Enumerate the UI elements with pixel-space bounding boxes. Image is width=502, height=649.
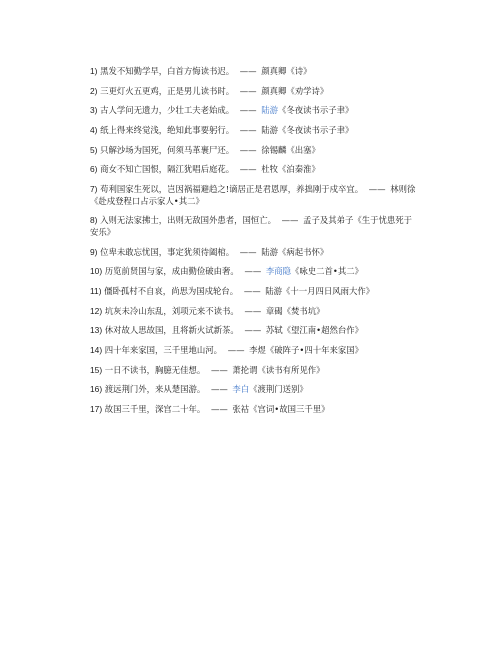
author-name: 杜牧: [261, 164, 278, 175]
work-title: 《咏史二首•其二》: [291, 266, 363, 277]
quote-number: 10): [90, 266, 103, 277]
quote-number: 16): [90, 384, 103, 395]
attribution-dash: ——: [239, 85, 257, 96]
quote-line: [90, 365, 420, 377]
work-title: 《冬夜读书示子聿》: [277, 105, 354, 116]
attribution-dash: ——: [239, 105, 257, 116]
quote-number: 17): [90, 404, 103, 414]
attribution-dash: ——: [210, 404, 228, 414]
work-title: 《病起书怀》: [277, 246, 329, 257]
attribution-dash: ——: [244, 266, 262, 277]
quote-text: 古人学问无遗力，少壮工夫老始成。: [100, 105, 235, 116]
author-name: 陆游: [261, 125, 278, 136]
work-title: 《赴戍登程口占示家人•其二》: [90, 195, 204, 206]
work-title: 《泊秦淮》: [277, 164, 320, 175]
quote-number: 5): [90, 144, 98, 155]
quote-text: 三更灯火五更鸡，正是男儿读书时。: [100, 85, 235, 96]
attribution-dash: ——: [281, 215, 299, 226]
quote-line: [90, 125, 420, 137]
quote-text: 历览前贤国与家，成由勤俭破由奢。: [104, 266, 239, 277]
quote-line: [90, 384, 420, 396]
document-page: [90, 66, 420, 424]
author-name: 章碣: [265, 305, 283, 316]
author-name: 孟子及其弟子: [303, 215, 354, 226]
author-name: 陆游: [265, 285, 282, 296]
author-link[interactable]: 李白: [232, 384, 250, 395]
quote-text: 休对故人思故国，且将新火试新茶。: [104, 325, 239, 336]
attribution-dash: ——: [243, 285, 261, 296]
quote-number: 2): [90, 85, 98, 96]
work-title: 《诗》: [286, 66, 312, 76]
quote-line: [90, 306, 420, 318]
quote-line: [90, 105, 420, 117]
quote-text: 故国三千里，深宫二十年。: [104, 404, 206, 414]
work-title: 《生于忧患死于安乐》: [90, 215, 412, 237]
attribution-dash: ——: [239, 66, 257, 76]
quote-number: 13): [90, 325, 103, 336]
author-link[interactable]: 李商隐: [265, 266, 291, 277]
work-title: 《十一月四日风雨大作》: [282, 285, 375, 296]
work-title: 《焚书坑》: [282, 305, 325, 316]
work-title: 《望江南•超然台作》: [282, 325, 363, 336]
quote-line: [90, 266, 420, 278]
quote-line: [90, 184, 420, 207]
quote-text: 苟利国家生死以，岂因祸福避趋之!谪居正是君恩厚，养拙刚于戍卒宜。: [100, 184, 364, 195]
quote-line: [90, 247, 420, 259]
quote-text: 坑灰未冷山东乱，刘项元来不读书。: [104, 305, 239, 316]
quote-text: 入则无法家拂士，出则无敌国外患者，国恒亡。: [100, 215, 276, 226]
attribution-dash: ——: [244, 305, 262, 316]
quote-number: 11): [90, 285, 102, 296]
author-name: 张祜: [232, 404, 250, 414]
quote-number: 9): [90, 246, 98, 257]
quote-text: 位卑未敢忘忧国，事定犹须待阖棺。: [100, 246, 235, 257]
attribution-dash: ——: [239, 144, 257, 155]
author-name: 李煜: [249, 344, 266, 355]
work-title: 《破阵子•四十年来家国》: [265, 344, 363, 355]
quote-text: 纸上得来终觉浅，绝知此事要躬行。: [100, 125, 235, 136]
quote-line: [90, 66, 420, 78]
quote-number: 6): [90, 164, 98, 175]
quote-text: 一日不读书，胸臆无佳想。: [104, 364, 206, 375]
attribution-dash: ——: [210, 364, 228, 375]
quote-text: 商女不知亡国恨，隔江犹唱后庭花。: [100, 164, 235, 175]
quote-number: 15): [90, 364, 103, 375]
quote-line: [90, 345, 420, 357]
quote-text: 只解沙场为国死，何须马革裹尸还。: [100, 144, 235, 155]
attribution-dash: ——: [244, 325, 262, 336]
quote-text: 渡远荆门外，来从楚国游。: [104, 384, 206, 395]
attribution-dash: ——: [210, 384, 228, 395]
quote-number: 12): [90, 305, 103, 316]
quote-line: [90, 215, 420, 238]
quote-list: [90, 66, 420, 416]
quote-line: [90, 325, 420, 337]
work-title: 《劝学诗》: [286, 85, 329, 96]
attribution-dash: ——: [368, 184, 386, 195]
quote-line: [90, 404, 420, 416]
work-title: 《读书有所见作》: [257, 364, 325, 375]
quote-text: 僵卧孤村不自哀，尚思为国戍轮台。: [104, 285, 239, 296]
attribution-dash: ——: [239, 125, 257, 136]
author-name: 陆游: [261, 246, 278, 257]
quote-number: 7): [90, 184, 98, 195]
author-name: 颜真卿: [261, 66, 287, 76]
author-name: 徐锡麟: [261, 144, 287, 155]
quote-line: [90, 145, 420, 157]
quote-line: [90, 164, 420, 176]
quote-number: 8): [90, 215, 98, 226]
attribution-dash: ——: [239, 164, 257, 175]
author-name: 林则徐: [390, 184, 416, 195]
quote-text: 黑发不知勤学早，白首方悔读书迟。: [100, 66, 235, 76]
quote-number: 1): [90, 66, 98, 76]
quote-line: [90, 286, 420, 298]
work-title: 《出塞》: [286, 144, 320, 155]
quote-number: 4): [90, 125, 98, 136]
quote-number: 14): [90, 344, 103, 355]
author-name: 苏轼: [265, 325, 283, 336]
author-link[interactable]: 陆游: [261, 105, 278, 116]
attribution-dash: ——: [227, 344, 245, 355]
work-title: 《宫词•故国三千里》: [249, 404, 330, 414]
author-name: 萧抡谓: [232, 364, 258, 375]
work-title: 《渡荆门送别》: [249, 384, 308, 395]
quote-line: [90, 86, 420, 98]
work-title: 《冬夜读书示子聿》: [277, 125, 354, 136]
quote-number: 3): [90, 105, 98, 116]
attribution-dash: ——: [239, 246, 257, 257]
quote-text: 四十年来家国，三千里地山河。: [104, 344, 223, 355]
author-name: 颜真卿: [261, 85, 287, 96]
